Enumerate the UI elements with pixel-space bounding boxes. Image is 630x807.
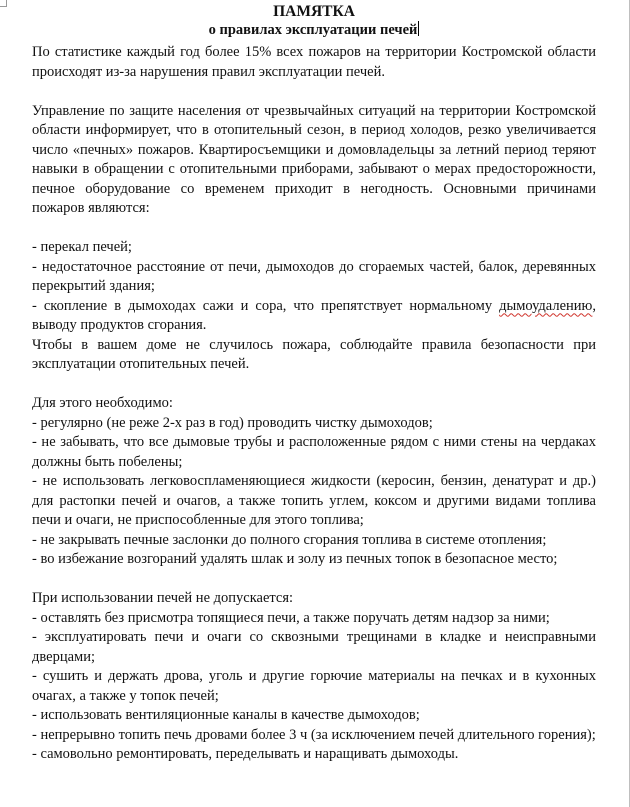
list-item: - во избежание возгораний удалять шлак и золу из печных топок в безопасное место; (32, 551, 558, 567)
spellcheck-word: дымоудалению (499, 297, 593, 314)
intro-paragraph: По статистике каждый год более 15% всех пожаров на территории Костромской области происходят из-за нарушения правил эксплуатации печей. (32, 44, 596, 80)
blank-line (32, 82, 596, 102)
list-item: - скопление в дымоходах сажи и сора, что препятствует нормальному дымоудалению, выводу продуктов сгорания. (32, 297, 596, 333)
advice-paragraph: Чтобы в вашем доме не случилось пожара, соблюдайте правила безопасности при эксплуатации отопительных печей. (32, 336, 596, 372)
list-item: - использовать вентиляционные каналы в качестве дымоходов; (32, 707, 420, 723)
list-item: - самовольно ремонтировать, переделывать и наращивать дымоходы. (32, 746, 459, 762)
causes-list (32, 238, 596, 336)
list-item: - сушить и держать дрова, уголь и другие горючие материалы на печках и в кухонных очагах, а также у топок печей; (32, 668, 596, 704)
list-item: - оставлять без присмотра топящиеся печи, а также поручать детям надзор за ними; (32, 609, 550, 626)
list-item: - не закрывать печные заслонки до полного сгорания топлива в системе отопления; (32, 531, 547, 548)
list-item: - перекал печей; (32, 239, 132, 255)
list-item: - регулярно (не реже 2-х раз в год) проводить чистку дымоходов; (32, 414, 433, 431)
document-body[interactable] (32, 0, 596, 765)
list-item: - не использовать легковоспламеняющиеся жидкости (керосин, бензин, денатурат и др.) для растопки печей и очагов, а также топить углем, коксом и другими видами топлива печи и очаги, не приспособленные для этого топлива; (32, 473, 596, 528)
list-item: - эксплуатировать печи и очаги со сквозными трещинами в кладке и неисправными дверцами; (32, 629, 596, 665)
info-paragraph: Управление по защите населения от чрезвычайных ситуаций на территории Костромской области информирует, что в отопительный сезон, в период холодов, резко увеличивается число «печных» пожаров. Квартиросъемщики и домовладельцы за летний период теряют навыки в обращении с отопительными приборами, забывают о мерах предосторожности, печное оборудование со временем приходит в негодность. Основными причинами пожаров являются: (32, 102, 596, 216)
list-item: - недостаточное расстояние от печи, дымоходов до сгораемых частей, балок, деревянных перекрытий здания; (32, 258, 596, 294)
blank-line (32, 570, 596, 590)
document-title: ПАМЯТКА (273, 3, 355, 20)
document-subtitle: о правилах эксплуатации печей (208, 22, 418, 38)
required-heading: Для этого необходимо: (32, 395, 173, 411)
text-cursor (418, 21, 419, 36)
list-item: - непрерывно топить печь дровами более 3 ч (за исключением печей длительного горения); (32, 726, 596, 743)
prohibited-heading: При использовании печей не допускается: (32, 590, 294, 606)
blank-line (32, 375, 596, 395)
required-list (32, 414, 596, 570)
page-corner-mark (0, 0, 7, 7)
blank-line (32, 219, 596, 239)
prohibited-list (32, 609, 596, 765)
list-item: - не забывать, что все дымовые трубы и расположенные рядом с ними стены на чердаках должны быть побелены; (32, 434, 596, 470)
